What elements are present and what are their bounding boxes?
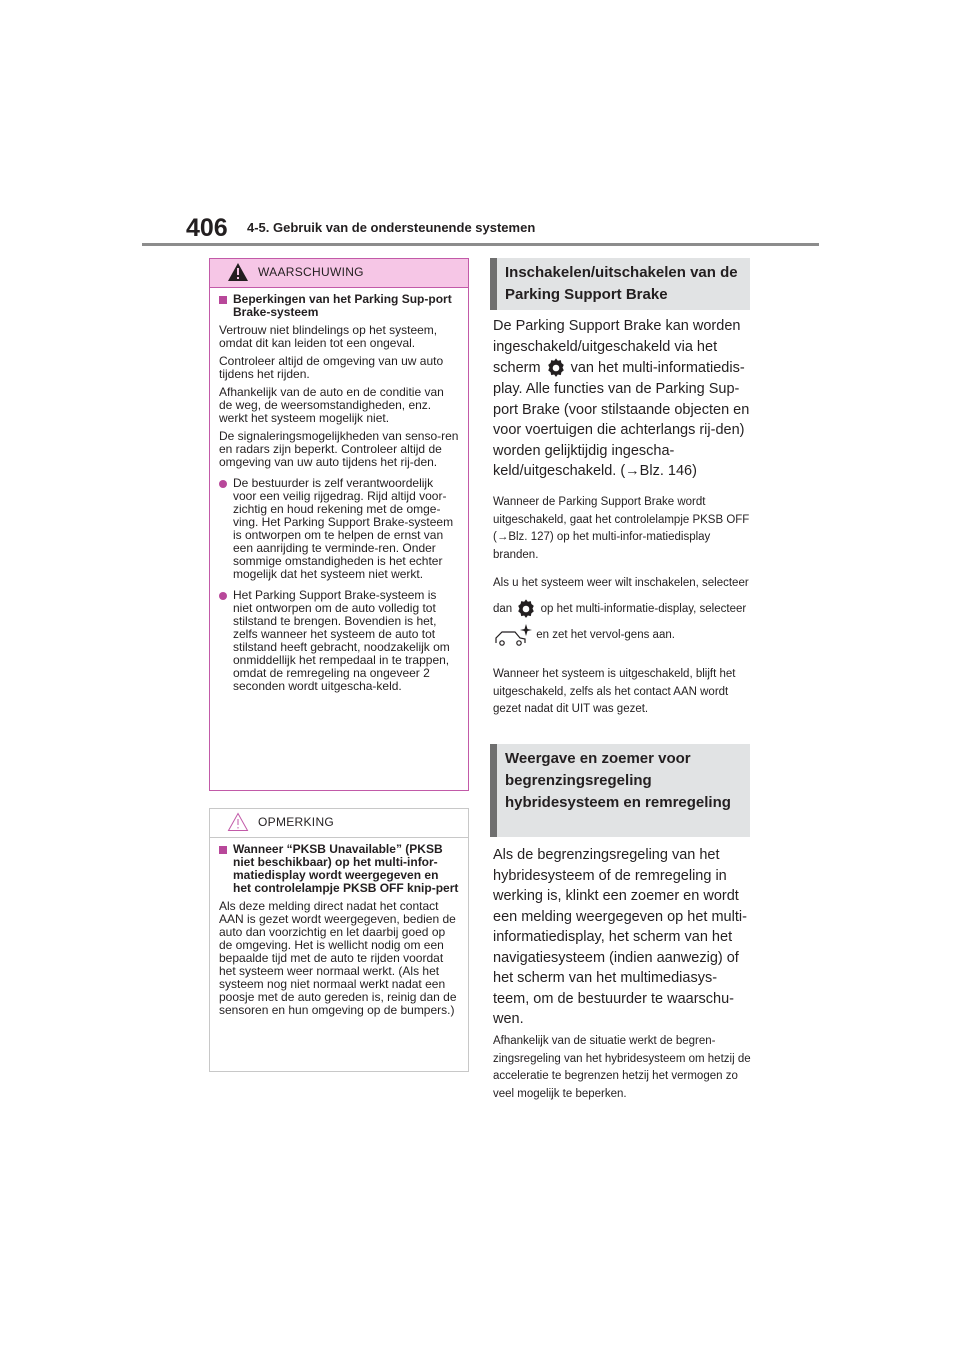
page-number: 406	[186, 214, 228, 242]
note-subhead	[219, 843, 459, 895]
settings-gear-icon	[545, 357, 567, 379]
warning-para-3: Afhankelijk van de auto en de conditie van de weg, de weersomstandigheden, enz. werkt het systeem mogelijk niet.	[219, 385, 444, 425]
round-bullet-icon	[219, 480, 227, 488]
settings-gear-icon	[515, 598, 537, 620]
square-bullet-icon	[219, 296, 227, 304]
warning-subhead-text: Beperkingen van het Parking Sup-port Brake-systeem	[233, 292, 452, 319]
parking-brake-car-icon	[493, 623, 533, 647]
section-1-para-2: Wanneer de Parking Support Brake wordt uitgeschakeld, gaat het controlelampje PKSB OFF (→Blz. 127) op het multi-infor-matiedisplay branden.	[493, 496, 750, 561]
note-label: OPMERKING	[258, 815, 335, 829]
warning-para-2: Controleer altijd de omgeving van uw auto tijdens het rijden.	[219, 354, 444, 381]
warning-subhead	[219, 293, 459, 319]
section-1-para-3-b: op het multi-informatie-display, selecteer	[540, 603, 747, 615]
section-1-para-3-a: Als u het systeem weer wilt inschakelen, selecteer dan	[493, 577, 749, 615]
section-2-para-2: Afhankelijk van de situatie werkt de begren-zingsregeling van het hybridesysteem om hetzij de acceleratie te begrenzen hetzij het vermogen zo veel mogelijk te beperken.	[493, 1035, 751, 1100]
section-2-title: Weergave en zoemer voor begrenzingsregeling hybridesysteem en remregeling	[490, 744, 750, 837]
section-1-para-4: Wanneer het systeem is uitgeschakeld, blijft het uitgeschakeld, zelfs als het contact AAN wordt gezet nadat dit UIT was gezet.	[493, 668, 736, 715]
section-title: 4-5. Gebruik van de ondersteunende systemen	[247, 220, 536, 235]
warning-body	[210, 288, 468, 693]
note-box	[209, 808, 469, 1072]
warning-bullet-1-text: De bestuurder is zelf verantwoordelijk voor een veilig rijgedrag. Rijd altijd voor-zichtig en houd rekening met de omge-ving. Het Parking Support Brake-systeem is ontworpen om te helpen de ernst van een aanrijding te verminde-ren. Onder sommige omstandigheden is het echter mogelijk dat het systeem niet werkt.	[233, 476, 454, 581]
round-bullet-icon	[219, 592, 227, 600]
warning-para-4: De signaleringsmogelijkheden van senso-ren en radars zijn beperkt. Controleer altijd de omgeving van uw auto tijdens het rij-den.	[219, 429, 459, 469]
section-1-para-1-b: van het multi-informatiedis-play. Alle functies van de Parking Sup-port Brake (voor stilstaande objecten en voor voertuigen die achterlangs rij-den) worden gelijktijdig ingescha-keld/uitgeschakeld. (→Blz. 146)	[493, 359, 750, 479]
warning-bullet-1	[219, 477, 459, 581]
section-1-para-3	[493, 570, 751, 648]
warning-triangle-icon	[227, 262, 249, 282]
note-subhead-text: Wanneer “PKSB Unavailable” (PKSB niet beschikbaar) op het multi-infor-matiedisplay wordt weergegeven en het controlelampje PKSB OFF knip-pert	[233, 842, 459, 895]
warning-para-1: Vertrouw niet blindelings op het systeem, omdat dit kan leiden tot een ongeval.	[219, 323, 438, 350]
warning-box	[209, 258, 469, 791]
section-1-para-3-c: en zet het vervol-gens aan.	[536, 629, 675, 641]
warning-bullet-2	[219, 589, 459, 693]
note-header	[210, 809, 468, 838]
warning-bullet-2-text: Het Parking Support Brake-systeem is niet ontworpen om de auto volledig tot stilstand te brengen. Bovendien is het, zelfs wanneer het systeem de auto tot stilstand heeft gebracht, noodzakelijk om onmiddellijk het rempedaal in te trappen, omdat de remregeling na ongeveer 2 seconden wordt uitgescha-keld.	[233, 588, 450, 693]
caution-outline-icon	[227, 812, 249, 832]
note-para: Als deze melding direct nadat het contact AAN is gezet wordt weergegeven, bedien de auto dan voorzichtig en let daarbij goed op de omgeving. Het is wellicht nodig om een bepaalde tijd met de auto te rijden voordat het systeem weer normaal werkt. (Als het systeem nog niet normaal werkt nadat een poosje met de auto gereden is, reinig dan de sensoren en hun omgeving op de bumpers.)	[219, 899, 457, 1017]
warning-label: WAARSCHUWING	[258, 265, 364, 279]
warning-header	[210, 259, 468, 288]
section-1-para-1-a: De Parking Support Brake kan worden ingeschakeld/uitgeschakeld via het scherm	[493, 318, 741, 376]
header-rule	[142, 243, 819, 246]
section-1-para-1	[493, 316, 751, 482]
section-2-para-1: Als de begrenzingsregeling van het hybridesysteem of de remregeling in werking is, klinkt een zoemer en wordt een melding weergegeven op het multi-informatiedisplay, het scherm van het navigatiesysteem (indien aanwezig) of het scherm van het multimediasys-teem, om de bestuurder te waarschu-wen.	[493, 847, 747, 1027]
section-1-title: Inschakelen/uitschakelen van de Parking Support Brake	[490, 258, 750, 310]
note-body	[210, 838, 468, 1017]
square-bullet-icon	[219, 846, 227, 854]
